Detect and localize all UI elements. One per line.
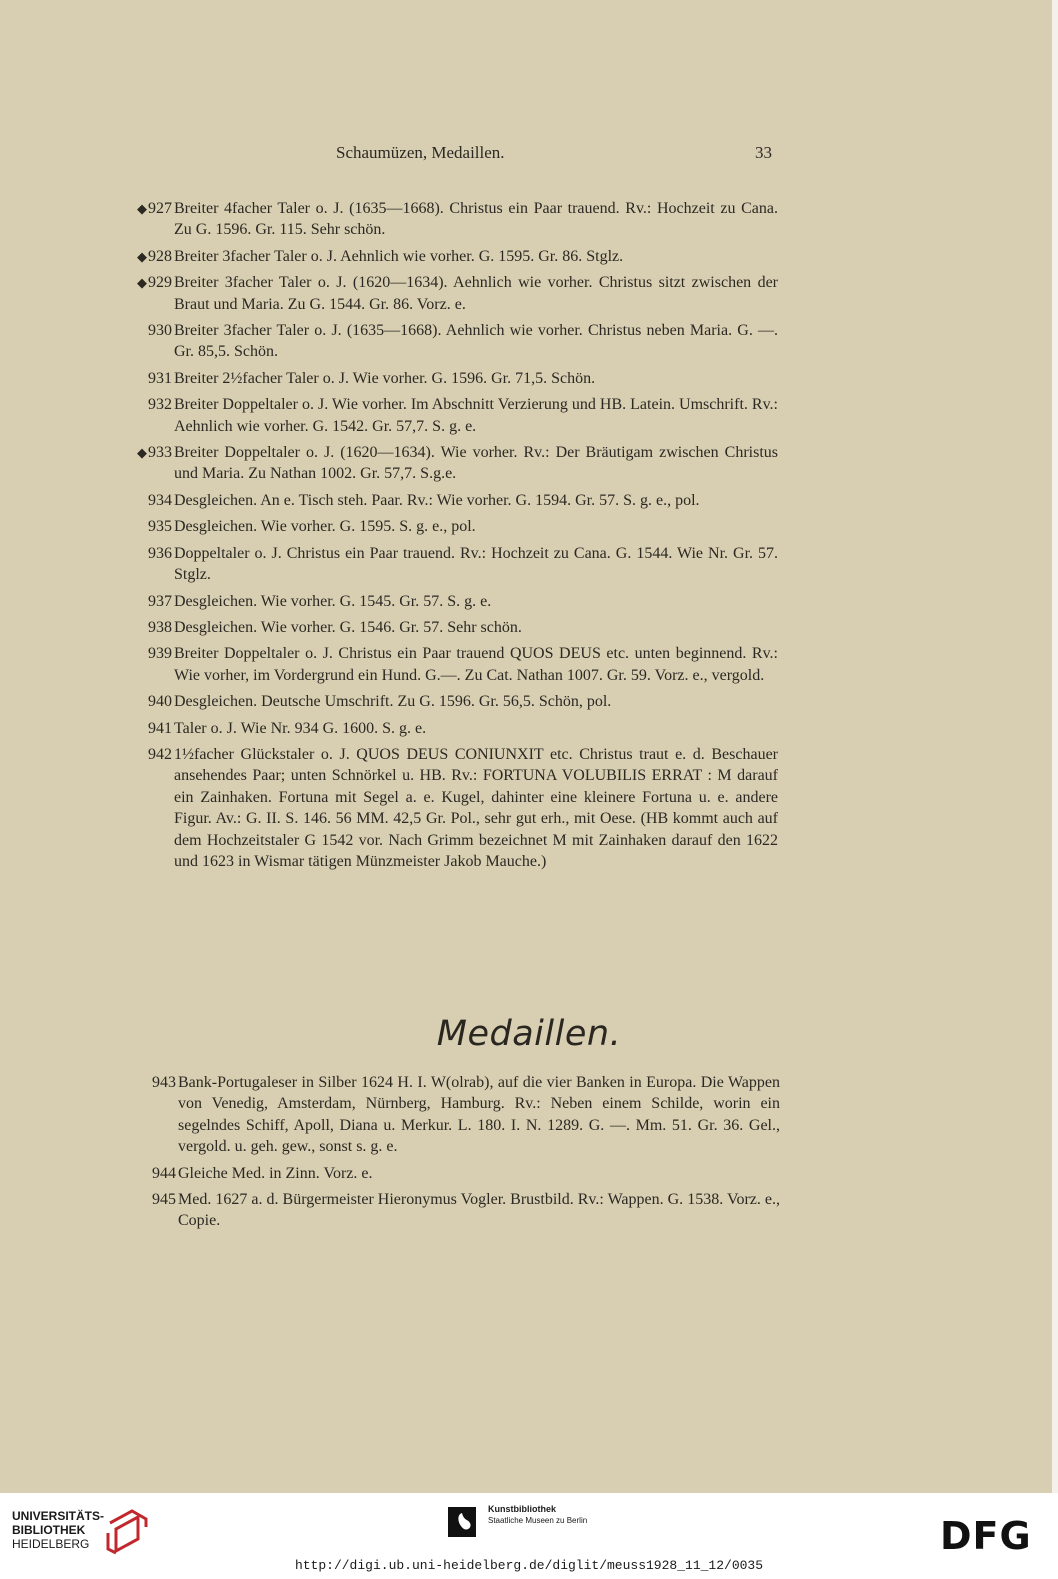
lot-number-value: 934 — [148, 491, 172, 509]
diamond-marker-icon: ◆ — [137, 201, 147, 216]
lot-number-value: 945 — [152, 1191, 176, 1209]
page-edge — [1052, 0, 1058, 1493]
lot-number — [116, 516, 172, 537]
lot-number — [116, 246, 172, 267]
lot-entry — [116, 490, 778, 511]
lot-number-value: 931 — [148, 369, 172, 387]
ub-logo-line3: HEIDELBERG — [12, 1537, 90, 1551]
dfg-logo[interactable]: DFG — [940, 1514, 1032, 1558]
lot-number-value: 929 — [148, 274, 172, 292]
lot-number — [116, 320, 172, 341]
lot-description: Breiter 3facher Taler o. J. Aehnlich wie vorher. G. 1595. Gr. 86. Stglz. — [174, 247, 624, 265]
lot-description: Breiter 3facher Taler o. J. (1635—1668). Aehnlich wie vorher. Christus neben Maria. G. —. Gr. 85,5. Schön. — [174, 322, 778, 361]
header-title: Schaumüzen, Medaillen. — [336, 143, 505, 162]
lot-number — [116, 617, 172, 638]
lot-entry — [116, 394, 778, 437]
lot-entry — [120, 1163, 780, 1184]
lot-entry — [116, 543, 778, 586]
lot-number-value: 938 — [148, 618, 172, 636]
lot-number — [120, 1189, 176, 1210]
lot-description: Desgleichen. Deutsche Umschrift. Zu G. 1596. Gr. 56,5. Schön, pol. — [174, 693, 612, 711]
lot-entry — [116, 718, 778, 739]
lot-entry — [116, 691, 778, 712]
ub-emblem-icon — [106, 1509, 150, 1555]
section-heading: Medaillen. — [436, 1014, 622, 1054]
permalink-url[interactable]: http://digi.ub.uni-heidelberg.de/diglit/meuss1928_11_12/0035 — [294, 1558, 764, 1573]
lot-number — [116, 591, 172, 612]
lot-number-value: 937 — [148, 592, 172, 610]
lot-description: Desgleichen. Wie vorher. G. 1595. S. g. e., pol. — [174, 518, 476, 536]
lot-description: Bank-Portugaleser in Silber 1624 H. I. W(olrab), auf die vier Banken in Europa. Die Wappen von Venedig, Amsterdam, Nürnberg, Hamburg. Rv.: Neben einem Schilde, worin ein segelndes Schiff, Apoll, Diana u. Merkur. L. 180. I. N. 1289. G. —. Mm. 51. Gr. 36. Gel., vergold. u. geh. gew., sonst s. g. e. — [178, 1074, 780, 1156]
diamond-marker-icon: ◆ — [137, 248, 147, 264]
kunstbibliothek-logo[interactable] — [446, 1504, 616, 1544]
lot-number-value: 932 — [148, 396, 172, 414]
lot-number — [116, 198, 172, 219]
lot-number-value: 936 — [148, 544, 172, 562]
ub-logo-line2: BIBLIOTHEK — [12, 1523, 86, 1537]
lot-description: Breiter 4facher Taler o. J. (1635—1668). Christus ein Paar trauend. Rv.: Hochzeit zu Cana. Zu G. 1596. Gr. 115. Sehr schön. — [174, 200, 778, 239]
lot-number — [116, 272, 172, 293]
lot-list-medaillen — [120, 1072, 780, 1237]
lot-entry — [116, 591, 778, 612]
lot-number — [116, 442, 172, 463]
lot-number-value: 942 — [148, 745, 172, 763]
lot-number — [116, 394, 172, 415]
lot-entry — [116, 272, 778, 315]
lot-description: Gleiche Med. in Zinn. Vorz. e. — [178, 1164, 373, 1182]
lot-number-value: 940 — [148, 693, 172, 711]
lot-entry — [120, 1189, 780, 1232]
lot-number-value: 941 — [148, 719, 172, 737]
running-header — [0, 143, 1058, 167]
lot-entry — [116, 368, 778, 389]
lot-description: 1½facher Glückstaler o. J. QUOS DEUS CONIUNXIT etc. Christus traut e. d. Beschauer ansehendes Paar; unten Schnörkel u. HB. Rv.: FORTUNA VOLUBILIS ERRAT : M darauf ein Zainhaken. Fortuna mit Segel a. e. Kugel, dahinter eine kleinere Fortuna u. e. andere Figur. Av.: G. II. S. 146. 56 MM. 42,5 Gr. Pol., sehr gut erh., mit Oese. (HB kommt auch auf dem Hochzeitstaler G 1542 vor. Nach Grimm bezeichnet M mit Zainhaken darauf den 1622 und 1623 in Wismar tätigen Münzmeister Jakob Mauche.) — [174, 745, 778, 870]
lot-number — [120, 1163, 176, 1184]
lot-description: Breiter Doppeltaler o. J. (1620—1634). Wie vorher. Rv.: Der Bräutigam zwischen Christus und Maria. Zu Nathan 1002. Gr. 57,7. S.g.e. — [174, 444, 778, 483]
lot-number-value: 930 — [148, 322, 172, 340]
page-number: 33 — [755, 143, 772, 162]
lot-entry — [116, 516, 778, 537]
lot-entry — [116, 442, 778, 485]
lot-number — [116, 543, 172, 564]
lot-number — [116, 744, 172, 765]
kunstbibliothek-subtitle: Staatliche Museen zu Berlin — [488, 1516, 588, 1525]
lot-number-value: 927 — [148, 200, 172, 217]
lot-entry — [116, 643, 778, 686]
ub-heidelberg-logo[interactable] — [12, 1509, 162, 1559]
lot-entry — [120, 1072, 780, 1158]
lot-entry — [116, 617, 778, 638]
lot-number — [116, 490, 172, 511]
lot-number-value: 943 — [152, 1074, 176, 1091]
digitization-footer — [0, 1493, 1058, 1579]
lot-number — [116, 691, 172, 712]
lot-description: Med. 1627 a. d. Bürgermeister Hieronymus Vogler. Brustbild. Rv.: Wappen. G. 1538. Vorz. e., Copie. — [178, 1191, 780, 1230]
lot-description: Desgleichen. Wie vorher. G. 1545. Gr. 57. S. g. e. — [174, 592, 492, 610]
lot-description: Doppeltaler o. J. Christus ein Paar trauend. Rv.: Hochzeit zu Cana. G. 1544. Wie Nr. Gr. 57. Stglz. — [174, 544, 778, 584]
lot-description: Desgleichen. Wie vorher. G. 1546. Gr. 57. Sehr schön. — [174, 618, 522, 636]
lot-entry — [116, 744, 778, 872]
ub-logo-line1: UNIVERSITÄTS- — [12, 1509, 105, 1523]
lot-description: Breiter 2½facher Taler o. J. Wie vorher. G. 1596. Gr. 71,5. Schön. — [174, 369, 596, 387]
lot-number — [116, 368, 172, 389]
lot-entry — [116, 246, 778, 267]
lot-description: Desgleichen. An e. Tisch steh. Paar. Rv.: Wie vorher. G. 1594. Gr. 57. S. g. e., pol. — [174, 491, 700, 509]
lot-number-value: 928 — [148, 247, 172, 265]
diamond-marker-icon: ◆ — [137, 445, 147, 461]
lot-number — [120, 1072, 176, 1093]
lot-list-schaumuenzen — [116, 198, 778, 877]
kunstbibliothek-title: Kunstbibliothek — [488, 1504, 556, 1514]
lot-number — [116, 718, 172, 739]
lot-number-value: 935 — [148, 518, 172, 536]
lot-number-value: 944 — [152, 1164, 176, 1182]
kunstbibliothek-emblem-icon — [446, 1505, 480, 1539]
lot-description: Taler o. J. Wie Nr. 934 G. 1600. S. g. e. — [174, 719, 427, 737]
lot-entry — [116, 198, 778, 241]
lot-description: Breiter 3facher Taler o. J. (1620—1634). Aehnlich wie vorher. Christus sitzt zwischen der Braut und Maria. Zu G. 1544. Gr. 86. Vorz. e. — [174, 274, 778, 313]
lot-number-value: 933 — [148, 444, 172, 462]
lot-description: Breiter Doppeltaler o. J. Wie vorher. Im Abschnitt Verzierung und HB. Latein. Umschrift. Rv.: Aehnlich wie vorher. G. 1542. Gr. 57,7. S. g. e. — [174, 396, 778, 435]
lot-description: Breiter Doppeltaler o. J. Christus ein Paar trauend QUOS DEUS etc. unten beginnend. Rv.: Wie vorher, im Vordergrund ein Hund. G.—. Zu Cat. Nathan 1007. Gr. 59. Vorz. e., vergold. — [174, 645, 778, 684]
diamond-marker-icon: ◆ — [137, 275, 147, 291]
lot-number — [116, 643, 172, 664]
lot-entry — [116, 320, 778, 363]
lot-number-value: 939 — [148, 645, 172, 663]
